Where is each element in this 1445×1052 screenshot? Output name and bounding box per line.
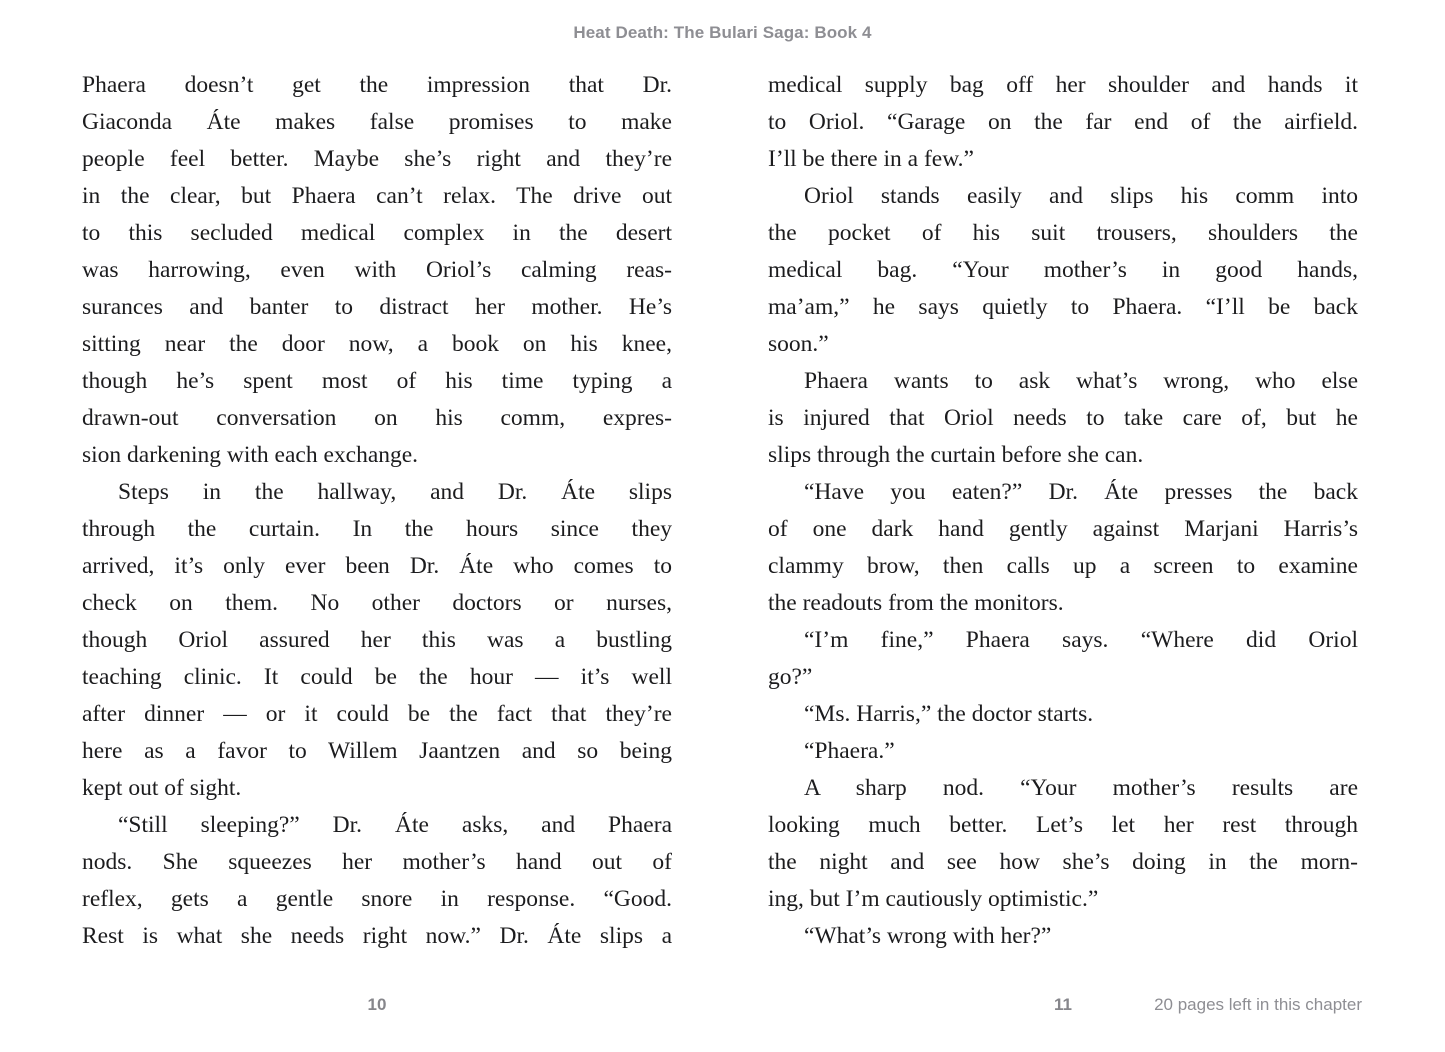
text-line: Giaconda Áte makes false promises to make xyxy=(82,109,672,135)
text-line: through the curtain. In the hours since they xyxy=(82,516,672,542)
text-line: reflex, gets a gentle snore in response. “Good. xyxy=(82,886,672,912)
text-line: clammy brow, then calls up a screen to examine xyxy=(768,553,1358,579)
text-line: “I’m fine,” Phaera says. “Where did Oriol xyxy=(804,627,1358,653)
text-line: A sharp nod. “Your mother’s results are xyxy=(804,775,1358,801)
text-line: arrived, it’s only ever been Dr. Áte who comes to xyxy=(82,553,672,579)
text-line: Steps in the hallway, and Dr. Áte slips xyxy=(118,479,672,505)
reading-area xyxy=(82,67,1358,955)
text-line: is injured that Oriol needs to take care of, but he xyxy=(768,405,1358,431)
page-number-right: 11 xyxy=(1054,995,1072,1014)
text-line: Phaera wants to ask what’s wrong, who else xyxy=(804,368,1358,394)
text-line: the readouts from the monitors. xyxy=(768,590,1064,616)
text-line: medical bag. “Your mother’s in good hands, xyxy=(768,257,1358,283)
text-line: looking much better. Let’s let her rest through xyxy=(768,812,1358,838)
text-line: of one dark hand gently against Marjani Harris’s xyxy=(768,516,1358,542)
text-line: though Oriol assured her this was a bustling xyxy=(82,627,672,653)
text-line: Phaera doesn’t get the impression that Dr. xyxy=(82,72,672,98)
text-line: to Oriol. “Garage on the far end of the airfield. xyxy=(768,109,1358,135)
text-line: “Still sleeping?” Dr. Áte asks, and Phaera xyxy=(118,812,672,838)
text-line: I’ll be there in a few.” xyxy=(768,146,974,172)
text-line: sitting near the door now, a book on his knee, xyxy=(82,331,672,357)
text-line: sion darkening with each exchange. xyxy=(82,442,419,468)
text-line: soon.” xyxy=(768,331,829,357)
text-line: “What’s wrong with her?” xyxy=(804,923,1052,949)
text-line: nods. She squeezes her mother’s hand out of xyxy=(82,849,672,875)
text-line: Oriol stands easily and slips his comm into xyxy=(804,183,1358,209)
text-line: to this secluded medical complex in the desert xyxy=(82,220,672,246)
text-line: here as a favor to Willem Jaantzen and so being xyxy=(82,738,672,764)
text-line: teaching clinic. It could be the hour — it’s well xyxy=(82,664,672,690)
text-line: kept out of sight. xyxy=(82,775,242,801)
text-line: after dinner — or it could be the fact that they’re xyxy=(82,701,672,727)
pages-left-indicator: 20 pages left in this chapter xyxy=(1154,995,1362,1014)
text-line: the night and see how she’s doing in the morn- xyxy=(768,849,1358,875)
text-line: “Phaera.” xyxy=(804,738,895,764)
text-line: ing, but I’m cautiously optimistic.” xyxy=(768,886,1099,912)
book-title: Heat Death: The Bulari Saga: Book 4 xyxy=(573,23,872,42)
text-line: slips through the curtain before she can. xyxy=(768,442,1144,468)
text-line: medical supply bag off her shoulder and hands it xyxy=(768,72,1358,98)
text-line: people feel better. Maybe she’s right and they’re xyxy=(82,146,672,172)
text-line: drawn-out conversation on his comm, expres- xyxy=(82,405,672,431)
text-line: “Ms. Harris,” the doctor starts. xyxy=(804,701,1094,727)
text-line: surances and banter to distract her mother. He’s xyxy=(82,294,672,320)
text-line: was harrowing, even with Oriol’s calming reas- xyxy=(82,257,672,283)
text-line: ma’am,” he says quietly to Phaera. “I’ll be back xyxy=(768,294,1358,320)
text-line: check on them. No other doctors or nurses, xyxy=(82,590,672,616)
text-line: “Have you eaten?” Dr. Áte presses the back xyxy=(804,479,1358,505)
page-number-left: 10 xyxy=(367,995,387,1014)
text-line: the pocket of his suit trousers, shoulders the xyxy=(768,220,1358,246)
text-line: in the clear, but Phaera can’t relax. The drive out xyxy=(82,183,672,209)
text-line: Rest is what she needs right now.” Dr. Áte slips a xyxy=(82,923,672,949)
page-right-column xyxy=(768,67,1358,955)
text-line: go?” xyxy=(768,664,813,690)
page-left-column xyxy=(82,67,672,955)
text-line: though he’s spent most of his time typing a xyxy=(82,368,672,394)
